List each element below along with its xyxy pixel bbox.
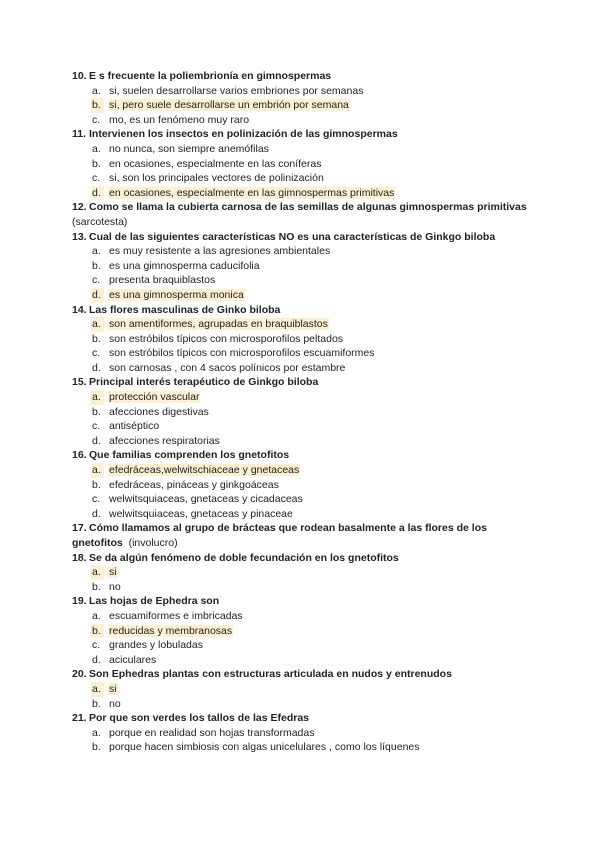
option-item-highlighted — [72, 317, 532, 332]
option-item — [72, 419, 532, 434]
option-item-highlighted — [72, 463, 532, 478]
question-title: Las hojas de Ephedra son — [89, 595, 220, 608]
question-number: 19. — [72, 595, 87, 608]
option-letter: a. — [92, 142, 101, 155]
option-text: mo, es un fenómeno muy raro — [109, 113, 250, 126]
option-text: afecciones digestivas — [109, 405, 209, 418]
option-letter: c. — [92, 113, 101, 126]
option-letter: d. — [91, 186, 104, 201]
question-number: 21. — [72, 712, 87, 725]
question-number: 14. — [72, 303, 87, 316]
question-title: Que familias comprenden los gnetofitos — [89, 449, 290, 462]
option-item — [72, 84, 532, 99]
option-letter: a. — [91, 390, 104, 405]
option-item — [72, 113, 532, 128]
question-title: Cual de las siguientes características NO es una características de Ginkgo biloba — [89, 230, 496, 243]
question-text — [72, 230, 532, 245]
option-letter: a. — [91, 682, 104, 697]
option-item — [72, 580, 532, 595]
question-number: 17. — [72, 522, 87, 535]
option-item — [72, 361, 532, 376]
question-text — [72, 127, 532, 142]
option-text: efedráceas,welwitschiaceae y gnetaceas — [109, 464, 300, 477]
option-text: efedráceas, pináceas y ginkgoáceas — [109, 478, 279, 491]
option-letter: c. — [92, 493, 101, 506]
option-item-highlighted — [72, 565, 532, 580]
answer-text: (sarcotesta) — [72, 215, 128, 228]
option-letter: b. — [92, 741, 101, 754]
question-block — [72, 711, 532, 755]
option-text: no nunca, son siempre anemófilas — [109, 142, 269, 155]
option-item — [72, 273, 532, 288]
question-text — [72, 69, 532, 84]
question-block — [72, 69, 532, 127]
option-text: aciculares — [109, 653, 157, 666]
option-letter: c. — [92, 274, 101, 287]
question-text — [72, 200, 532, 215]
option-item-highlighted — [72, 186, 532, 201]
option-letter: d. — [91, 288, 104, 303]
option-text: welwitsquiaceas, gnetaceas y cicadaceas — [109, 493, 303, 506]
option-item — [72, 142, 532, 157]
option-text: porque hacen simbiosis con algas unicelulares , como los líquenes — [109, 741, 420, 754]
option-item — [72, 434, 532, 449]
option-text: grandes y lobuladas — [109, 639, 203, 652]
question-block — [72, 521, 532, 550]
option-item — [72, 405, 532, 420]
option-letter: a. — [91, 565, 104, 580]
option-letter: b. — [92, 580, 101, 593]
option-letter: a. — [92, 609, 101, 622]
option-text: reducidas y membranosas — [109, 624, 233, 637]
option-letter: b. — [91, 98, 104, 113]
option-text: si, pero suele desarrollarse un embrión por semana — [109, 99, 349, 112]
option-letter: d. — [92, 653, 101, 666]
option-letter: c. — [92, 347, 101, 360]
option-letter: b. — [92, 478, 101, 491]
option-item-highlighted — [72, 624, 532, 639]
question-text — [72, 521, 532, 550]
question-title: Las flores masculinas de Ginko biloba — [89, 303, 281, 316]
option-text: no — [109, 697, 121, 710]
option-item — [72, 653, 532, 668]
question-title: Se da algún fenómeno de doble fecundación en los gnetofitos — [89, 551, 399, 564]
option-letter: a. — [91, 463, 104, 478]
option-text: escuamiformes e imbricadas — [109, 609, 243, 622]
option-letter: d. — [92, 434, 101, 447]
option-text: es una gimnosperma monica — [109, 288, 244, 301]
question-text — [72, 303, 532, 318]
option-letter: b. — [92, 697, 101, 710]
option-letter: c. — [92, 172, 101, 185]
option-item-highlighted — [72, 682, 532, 697]
question-title: Por que son verdes los tallos de las Efedras — [89, 712, 309, 725]
option-letter: a. — [92, 726, 101, 739]
question-text — [72, 448, 532, 463]
option-item — [72, 726, 532, 741]
option-item — [72, 609, 532, 624]
option-item — [72, 259, 532, 274]
option-item — [72, 157, 532, 172]
option-text: protección vascular — [109, 391, 200, 404]
option-letter: a. — [92, 245, 101, 258]
option-letter: a. — [91, 317, 104, 332]
option-letter: b. — [92, 259, 101, 272]
question-block — [72, 200, 532, 229]
question-title: Como se llama la cubierta carnosa de las semillas de algunas gimnospermas primitivas — [89, 201, 527, 214]
option-item — [72, 492, 532, 507]
option-letter: d. — [92, 361, 101, 374]
option-text: si — [109, 566, 117, 579]
option-text: presenta braquiblastos — [109, 274, 216, 287]
question-text — [72, 711, 532, 726]
option-text: si, suelen desarrollarse varios embriones por semanas — [109, 84, 364, 97]
option-text: no — [109, 580, 121, 593]
option-letter: b. — [91, 624, 104, 639]
option-text: porque en realidad son hojas transformadas — [109, 726, 315, 739]
question-number: 11. — [72, 128, 87, 141]
question-block — [72, 230, 532, 303]
question-number: 18. — [72, 551, 87, 564]
question-block — [72, 375, 532, 448]
option-item — [72, 740, 532, 755]
question-block — [72, 303, 532, 376]
answer-text: (involucro) — [128, 537, 178, 549]
option-text: son estróbilos típicos con microsporofilos escuamiformes — [109, 347, 375, 360]
option-item — [72, 346, 532, 361]
option-item-highlighted — [72, 390, 532, 405]
option-text: welwitsquiaceas, gnetaceas y pinaceae — [109, 507, 293, 520]
option-item-highlighted — [72, 288, 532, 303]
option-letter: b. — [92, 332, 101, 345]
option-letter: c. — [92, 420, 101, 433]
question-block — [72, 594, 532, 667]
option-item — [72, 507, 532, 522]
option-text: si — [109, 682, 117, 695]
question-number: 10. — [72, 70, 87, 82]
option-item — [72, 638, 532, 653]
question-title: Cómo llamamos al grupo de brácteas que rodean basalmente a las flores de los gnetofitos — [72, 522, 487, 549]
option-letter: b. — [92, 157, 101, 170]
option-text: afecciones respiratorias — [109, 434, 220, 447]
question-block — [72, 667, 532, 711]
question-number: 12. — [72, 201, 87, 214]
question-block — [72, 448, 532, 521]
option-item-highlighted — [72, 98, 532, 113]
question-number: 20. — [72, 668, 87, 681]
option-item — [72, 244, 532, 259]
question-title: Intervienen los insectos en polinización de las gimnospermas — [89, 128, 398, 141]
option-item — [72, 171, 532, 186]
question-text — [72, 594, 532, 609]
question-title: Son Ephedras plantas con estructuras articulada en nudos y entrenudos — [89, 668, 452, 681]
question-title: Principal interés terapéutico de Ginkgo biloba — [89, 376, 319, 389]
question-title: E s frecuente la poliembrionía en gimnospermas — [89, 70, 332, 82]
option-text: son amentiformes, agrupadas en braquiblastos — [109, 318, 328, 331]
option-text: son estróbilos típicos con microsporofilos peltados — [109, 332, 344, 345]
option-text: es muy resistente a las agresiones ambientales — [109, 245, 331, 258]
option-text: en ocasiones, especialmente en las gimnospermas primitivas — [109, 186, 395, 199]
option-letter: d. — [92, 507, 101, 520]
option-letter: b. — [92, 405, 101, 418]
option-letter: a. — [92, 84, 101, 97]
option-text: en ocasiones, especialmente en las coníferas — [109, 157, 322, 170]
option-text: son carnosas , con 4 sacos polínicos por estambre — [109, 361, 346, 374]
question-number: 13. — [72, 230, 87, 243]
option-item — [72, 697, 532, 712]
quiz-content — [72, 69, 532, 755]
option-letter: c. — [92, 639, 101, 652]
question-block — [72, 551, 532, 595]
question-block — [72, 127, 532, 200]
option-item — [72, 478, 532, 493]
option-text: antiséptico — [109, 420, 160, 433]
question-text — [72, 667, 532, 682]
question-number: 16. — [72, 449, 87, 462]
question-number: 15. — [72, 376, 87, 389]
option-text: es una gimnosperma caducifolia — [109, 259, 260, 272]
option-text: si, son los principales vectores de polinización — [109, 172, 324, 185]
question-text — [72, 551, 532, 566]
question-text — [72, 375, 532, 390]
option-item — [72, 332, 532, 347]
